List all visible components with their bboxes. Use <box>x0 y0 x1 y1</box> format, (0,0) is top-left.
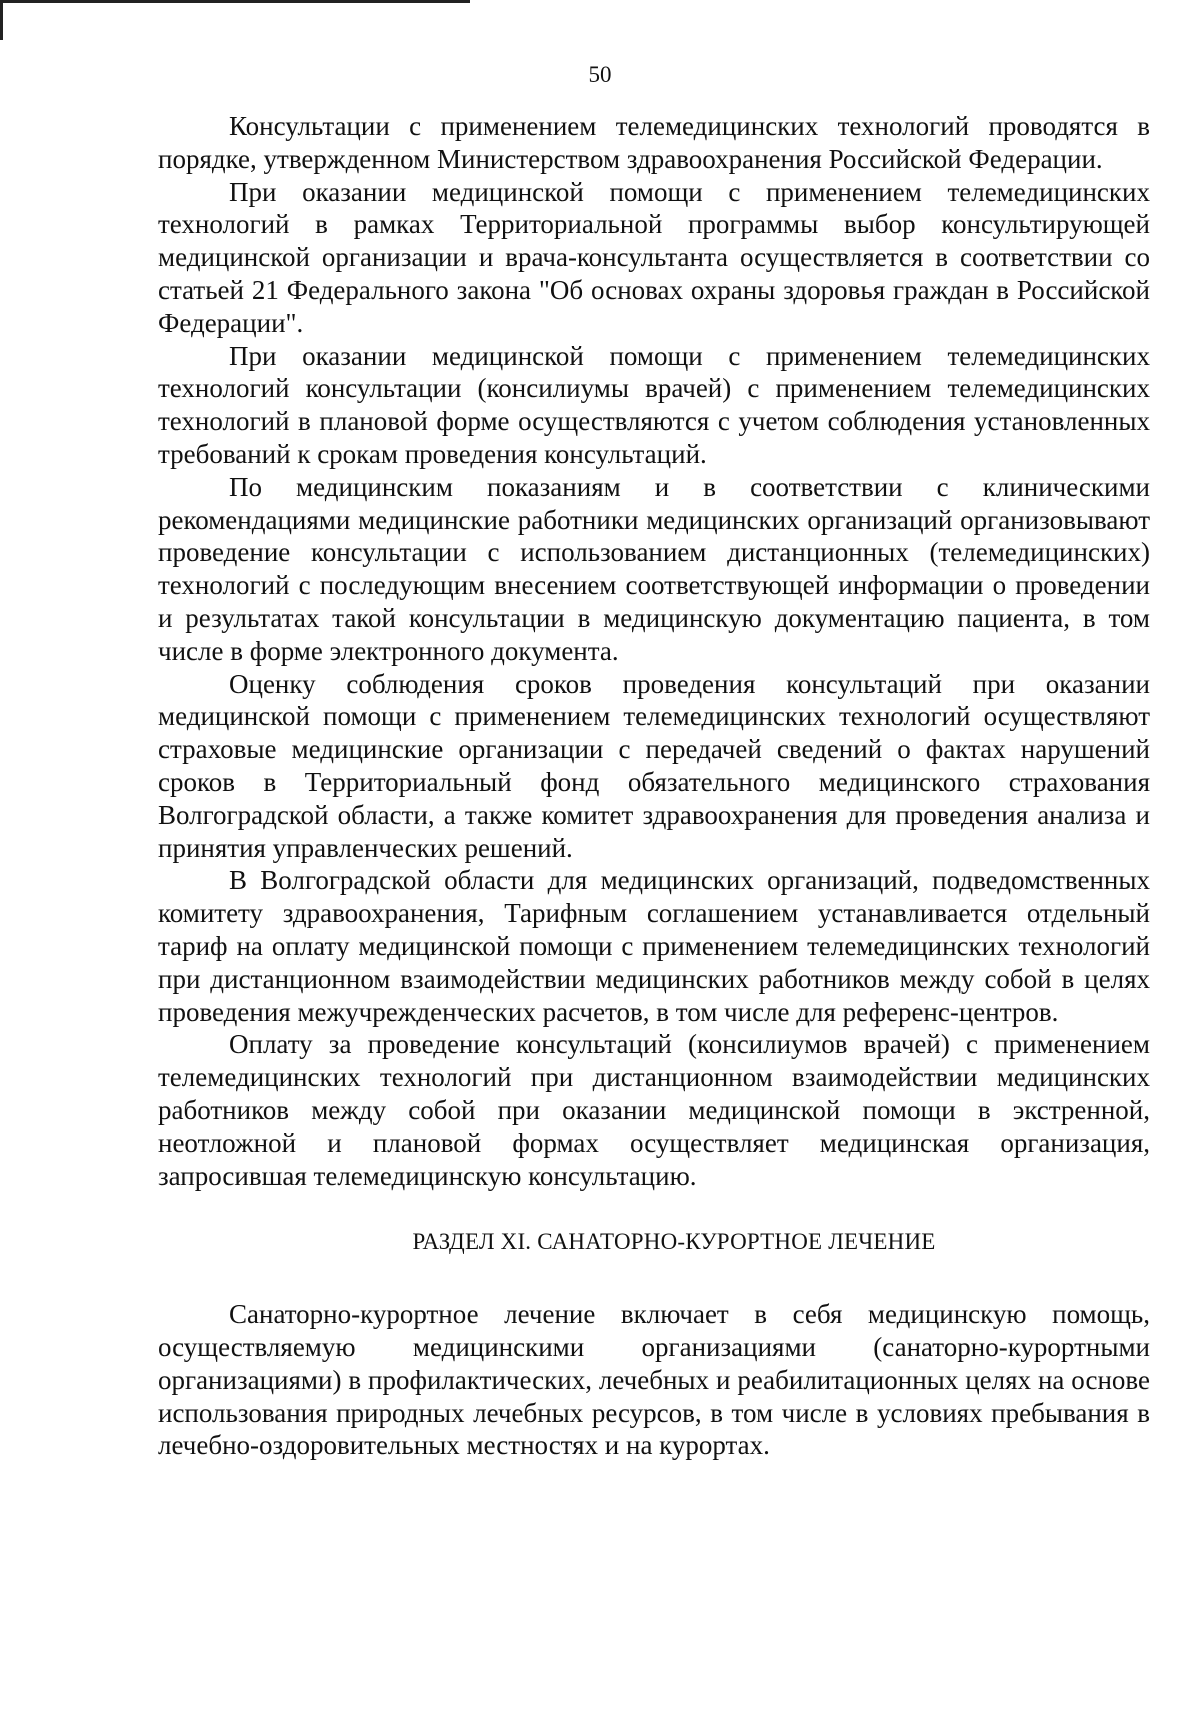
document-body <box>158 110 1150 1462</box>
paragraph-separate-tariff: В Волгоградской области для медицинских организаций, подведомственных комитету здравоохранения, Тарифным соглашением устанавливается отдельный тариф на оплату медицинской помощи с применением телемедицинских технологий при дистанционном взаимодействии медицинских работников между собой в целях проведения межучрежденческих расчетов, в том числе для референс-центров. <box>158 865 1150 1027</box>
paragraph-sanatorium-treatment: Санаторно-курортное лечение включает в себя медицинскую помощь, осуществляемую медицинскими организациями (санаторно-курортными организациями) в профилактических, лечебных и реабилитационных целях на основе использования природных лечебных ресурсов, в том числе в условиях пребывания в лечебно-оздоровительных местностях и на курортах. <box>158 1299 1150 1461</box>
section-heading: РАЗДЕЛ XI. САНАТОРНО-КУРОРТНОЕ ЛЕЧЕНИЕ <box>412 1229 936 1255</box>
paragraph-consultant-selection: При оказании медицинской помощи с применением телемедицинских технологий в рамках Территориальной программы выбор консультирующей медицинской организации и врача-консультанта осуществляется в соответствии со статьей 21 Федерального закона "Об основах охраны здоровья граждан в Российской Федерации". <box>158 176 1150 338</box>
scan-edge-left <box>0 0 3 40</box>
paragraph-consultation-payment: Оплату за проведение консультаций (консилиумов врачей) с применением телемедицинских технологий при дистанционном взаимодействии медицинских работников между собой при оказании медицинской помощи в экстренной, неотложной и плановой формах осуществляет медицинская организация, запросившая телемедицинскую консультацию. <box>158 1029 1150 1191</box>
scan-edge-top <box>0 0 470 3</box>
paragraph-remote-consultation: По медицинским показаниям и в соответствии с клиническими рекомендациями медицинские работники медицинских организаций организовывают проведение консультации с использованием дистанционных (телемедицинских) технологий с последующим внесением соответствующей информации о проведении и результатах такой консультации в медицинскую документацию пациента, в том числе в форме электронного документа. <box>158 471 1150 666</box>
paragraph-planned-consultations: При оказании медицинской помощи с применением телемедицинских технологий консультации (консилиумы врачей) с применением телемедицинских технологий в плановой форме осуществляются с учетом соблюдения установленных требований к срокам проведения консультаций. <box>158 340 1150 469</box>
paragraph-telemedicine-procedure: Консультации с применением телемедицинских технологий проводятся в порядке, утвержденном Министерством здравоохранения Российской Федерации. <box>158 111 1150 174</box>
page-number: 50 <box>588 62 612 87</box>
paragraph-deadline-assessment: Оценку соблюдения сроков проведения консультаций при оказании медицинской помощи с применением телемедицинских технологий осуществляют страховые медицинские организации с передачей сведений о фактах нарушений сроков в Территориальный фонд обязательного медицинского страхования Волгоградской области, а также комитет здравоохранения для проведения анализа и принятия управленческих решений. <box>158 668 1150 863</box>
